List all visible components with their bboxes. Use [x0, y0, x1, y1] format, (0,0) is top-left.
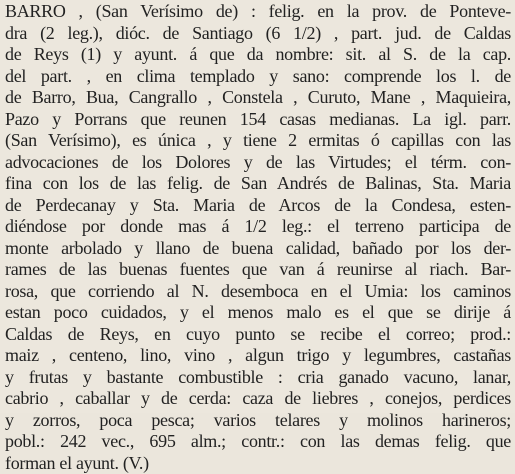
text-line: maiz , centeno, lino, vino , algun trigo y legumbres, castañas [5, 345, 511, 367]
text-line: Pazo y Porrans que reunen 154 casas medianas. La igl. parr. [5, 109, 511, 131]
text-line: monte arbolado y llano de buena calidad, bañado por los der- [5, 238, 511, 260]
text-line-last: forman el ayunt. (V.) [5, 453, 511, 474]
text-line: advocaciones de los Dolores y de las Virtudes; el térm. con- [5, 152, 511, 174]
text-line: pobl.: 242 vec., 695 alm.; contr.: con las demas felig. que [5, 431, 511, 453]
text-line: de Barro, Bua, Cangrallo , Constela , Curuto, Mane , Maquieira, [5, 87, 511, 109]
text-line: y zorros, poca pesca; varios telares y molinos harineros; [5, 410, 511, 432]
text-line: diéndose por donde mas á 1/2 leg.: el terreno participa de [5, 216, 511, 238]
text-line: Caldas de Reys, en cuyo punto se recibe el correo; prod.: [5, 324, 511, 346]
text-line: fina con los de las felig. de San Andrés de Balinas, Sta. Maria [5, 173, 511, 195]
text-line: de Perdecanay y Sta. Maria de Arcos de la Condesa, esten- [5, 195, 511, 217]
text-line: del part. , en clima templado y sano: comprende los l. de [5, 66, 511, 88]
text-line: BARRO , (San Verísimo de) : felig. en la prov. de Ponteve- [5, 1, 511, 23]
text-line: dra (2 leg.), dióc. de Santiago (6 1/2) , part. jud. de Caldas [5, 23, 511, 45]
dictionary-entry-barro [5, 1, 511, 474]
text-line: estan poco cuidados, y el menos malo es el que se dirije á [5, 302, 511, 324]
text-line: de Reys (1) y ayunt. á que da nombre: sit. al S. de la cap. [5, 44, 511, 66]
text-line: (San Verísimo), es única , y tiene 2 ermitas ó capillas con las [5, 130, 511, 152]
text-line: cabrio , caballar y de cerda: caza de liebres , conejos, perdices [5, 388, 511, 410]
text-line: rames de las buenas fuentes que van á reunirse al riach. Bar- [5, 259, 511, 281]
text-line: rosa, que corriendo al N. desemboca en el Umia: los caminos [5, 281, 511, 303]
text-line: y frutas y bastante combustible : cria ganado vacuno, lanar, [5, 367, 511, 389]
